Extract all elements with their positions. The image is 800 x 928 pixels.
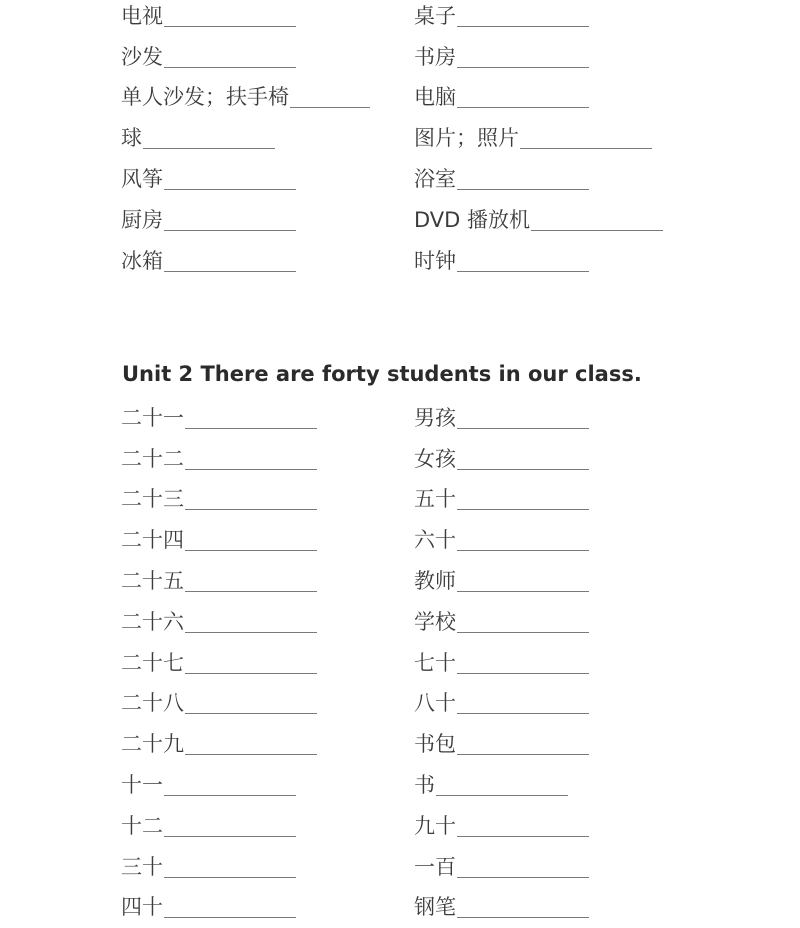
vocab-term: 学校 <box>414 609 456 634</box>
vocab-row <box>414 602 589 643</box>
vocab-term: 九十 <box>414 813 456 838</box>
vocab-row <box>414 118 663 159</box>
answer-blank[interactable] <box>164 229 296 231</box>
answer-blank[interactable] <box>185 590 317 592</box>
answer-blank[interactable] <box>143 147 275 149</box>
vocab-column-left <box>121 398 317 928</box>
answer-blank[interactable] <box>457 188 589 190</box>
vocab-row <box>121 765 317 806</box>
vocab-row <box>121 480 317 521</box>
answer-blank[interactable] <box>457 916 589 918</box>
answer-blank[interactable] <box>457 753 589 755</box>
answer-blank[interactable] <box>164 916 296 918</box>
vocab-row <box>414 643 589 684</box>
vocab-row <box>121 118 370 159</box>
answer-blank[interactable] <box>457 66 589 68</box>
vocab-row <box>121 684 317 725</box>
answer-blank[interactable] <box>164 270 296 272</box>
vocab-row <box>121 37 370 78</box>
vocab-row <box>414 806 589 847</box>
vocab-term: 十一 <box>121 773 163 798</box>
vocab-row <box>414 480 589 521</box>
vocab-term: 电视 <box>121 3 163 28</box>
answer-blank[interactable] <box>185 427 317 429</box>
answer-blank[interactable] <box>185 549 317 551</box>
answer-blank[interactable] <box>185 508 317 510</box>
vocab-term: 七十 <box>414 650 456 675</box>
vocab-term: 钢笔 <box>414 895 456 920</box>
answer-blank[interactable] <box>457 468 589 470</box>
vocab-term: 六十 <box>414 528 456 553</box>
vocab-term: 沙发 <box>121 44 163 69</box>
vocab-term: 桌子 <box>414 3 456 28</box>
vocab-term: 一百 <box>414 854 456 879</box>
vocab-term: 八十 <box>414 691 456 716</box>
vocab-term: 二十五 <box>121 569 184 594</box>
vocab-term: 电脑 <box>414 85 456 110</box>
vocab-row <box>121 439 317 480</box>
vocab-term: 三十 <box>121 854 163 879</box>
answer-blank[interactable] <box>457 508 589 510</box>
vocab-row <box>121 0 370 37</box>
vocab-row <box>414 561 589 602</box>
vocab-term: 二十一 <box>121 405 184 430</box>
vocab-term: 二十七 <box>121 650 184 675</box>
answer-blank[interactable] <box>457 25 589 27</box>
vocab-term: 时钟 <box>414 248 456 273</box>
answer-blank[interactable] <box>185 672 317 674</box>
vocab-term: 二十八 <box>121 691 184 716</box>
vocab-row <box>121 806 317 847</box>
vocab-term: 十二 <box>121 813 163 838</box>
vocab-row <box>121 398 317 439</box>
vocab-term: 教师 <box>414 569 456 594</box>
vocab-column-right <box>414 398 589 928</box>
answer-blank[interactable] <box>457 631 589 633</box>
answer-blank[interactable] <box>457 549 589 551</box>
vocab-row <box>414 37 663 78</box>
vocab-row <box>414 520 589 561</box>
vocab-row <box>121 561 317 602</box>
answer-blank[interactable] <box>164 876 296 878</box>
vocab-term: 女孩 <box>414 446 456 471</box>
vocab-term: 厨房 <box>121 207 163 232</box>
vocab-row <box>414 78 663 119</box>
answer-blank[interactable] <box>164 188 296 190</box>
answer-blank[interactable] <box>520 147 652 149</box>
vocab-term: 二十九 <box>121 732 184 757</box>
vocab-row <box>121 159 370 200</box>
answer-blank[interactable] <box>164 835 296 837</box>
vocab-term: 风筝 <box>121 167 163 192</box>
vocab-row <box>121 78 370 119</box>
vocab-row <box>121 724 317 765</box>
vocab-row <box>414 439 589 480</box>
vocab-term: 浴室 <box>414 167 456 192</box>
vocab-column-right <box>414 0 663 282</box>
vocab-term: 二十四 <box>121 528 184 553</box>
vocab-row <box>414 765 589 806</box>
answer-blank[interactable] <box>185 468 317 470</box>
answer-blank[interactable] <box>457 427 589 429</box>
vocab-term: 球 <box>121 126 142 151</box>
vocab-term: 图片；照片 <box>414 126 519 151</box>
vocab-term: 二十三 <box>121 487 184 512</box>
answer-blank[interactable] <box>457 672 589 674</box>
vocab-term: DVD 播放机 <box>414 207 531 232</box>
vocab-row <box>121 241 370 282</box>
answer-blank[interactable] <box>290 106 370 108</box>
answer-blank[interactable] <box>457 712 589 714</box>
vocab-row <box>414 159 663 200</box>
vocab-row <box>414 0 663 37</box>
vocab-row <box>414 684 589 725</box>
vocab-term: 冰箱 <box>121 248 163 273</box>
vocab-row <box>414 241 663 282</box>
vocab-term: 书包 <box>414 732 456 757</box>
vocab-term: 单人沙发；扶手椅 <box>121 85 289 110</box>
vocab-term: 五十 <box>414 487 456 512</box>
answer-blank[interactable] <box>457 270 589 272</box>
answer-blank[interactable] <box>457 876 589 878</box>
answer-blank[interactable] <box>436 794 568 796</box>
vocab-term: 四十 <box>121 895 163 920</box>
vocab-row <box>414 200 663 241</box>
answer-blank[interactable] <box>185 753 317 755</box>
answer-blank[interactable] <box>185 631 317 633</box>
vocab-row <box>414 398 589 439</box>
answer-blank[interactable] <box>531 229 663 231</box>
vocab-term: 二十六 <box>121 609 184 634</box>
answer-blank[interactable] <box>457 590 589 592</box>
answer-blank[interactable] <box>185 712 317 714</box>
answer-blank[interactable] <box>457 835 589 837</box>
vocab-row <box>121 602 317 643</box>
vocab-term: 二十二 <box>121 446 184 471</box>
answer-blank[interactable] <box>164 794 296 796</box>
answer-blank[interactable] <box>164 66 296 68</box>
vocab-term: 男孩 <box>414 405 456 430</box>
vocab-column-left <box>121 0 370 282</box>
vocab-row <box>414 724 589 765</box>
vocab-row <box>414 847 589 888</box>
vocab-row <box>121 643 317 684</box>
vocab-row <box>121 847 317 888</box>
vocab-term: 书房 <box>414 44 456 69</box>
answer-blank[interactable] <box>457 106 589 108</box>
unit-title: Unit 2 There are forty students in our class. <box>122 362 642 386</box>
vocab-term: 书 <box>414 773 435 798</box>
vocab-row <box>121 520 317 561</box>
answer-blank[interactable] <box>164 25 296 27</box>
vocab-row <box>121 200 370 241</box>
